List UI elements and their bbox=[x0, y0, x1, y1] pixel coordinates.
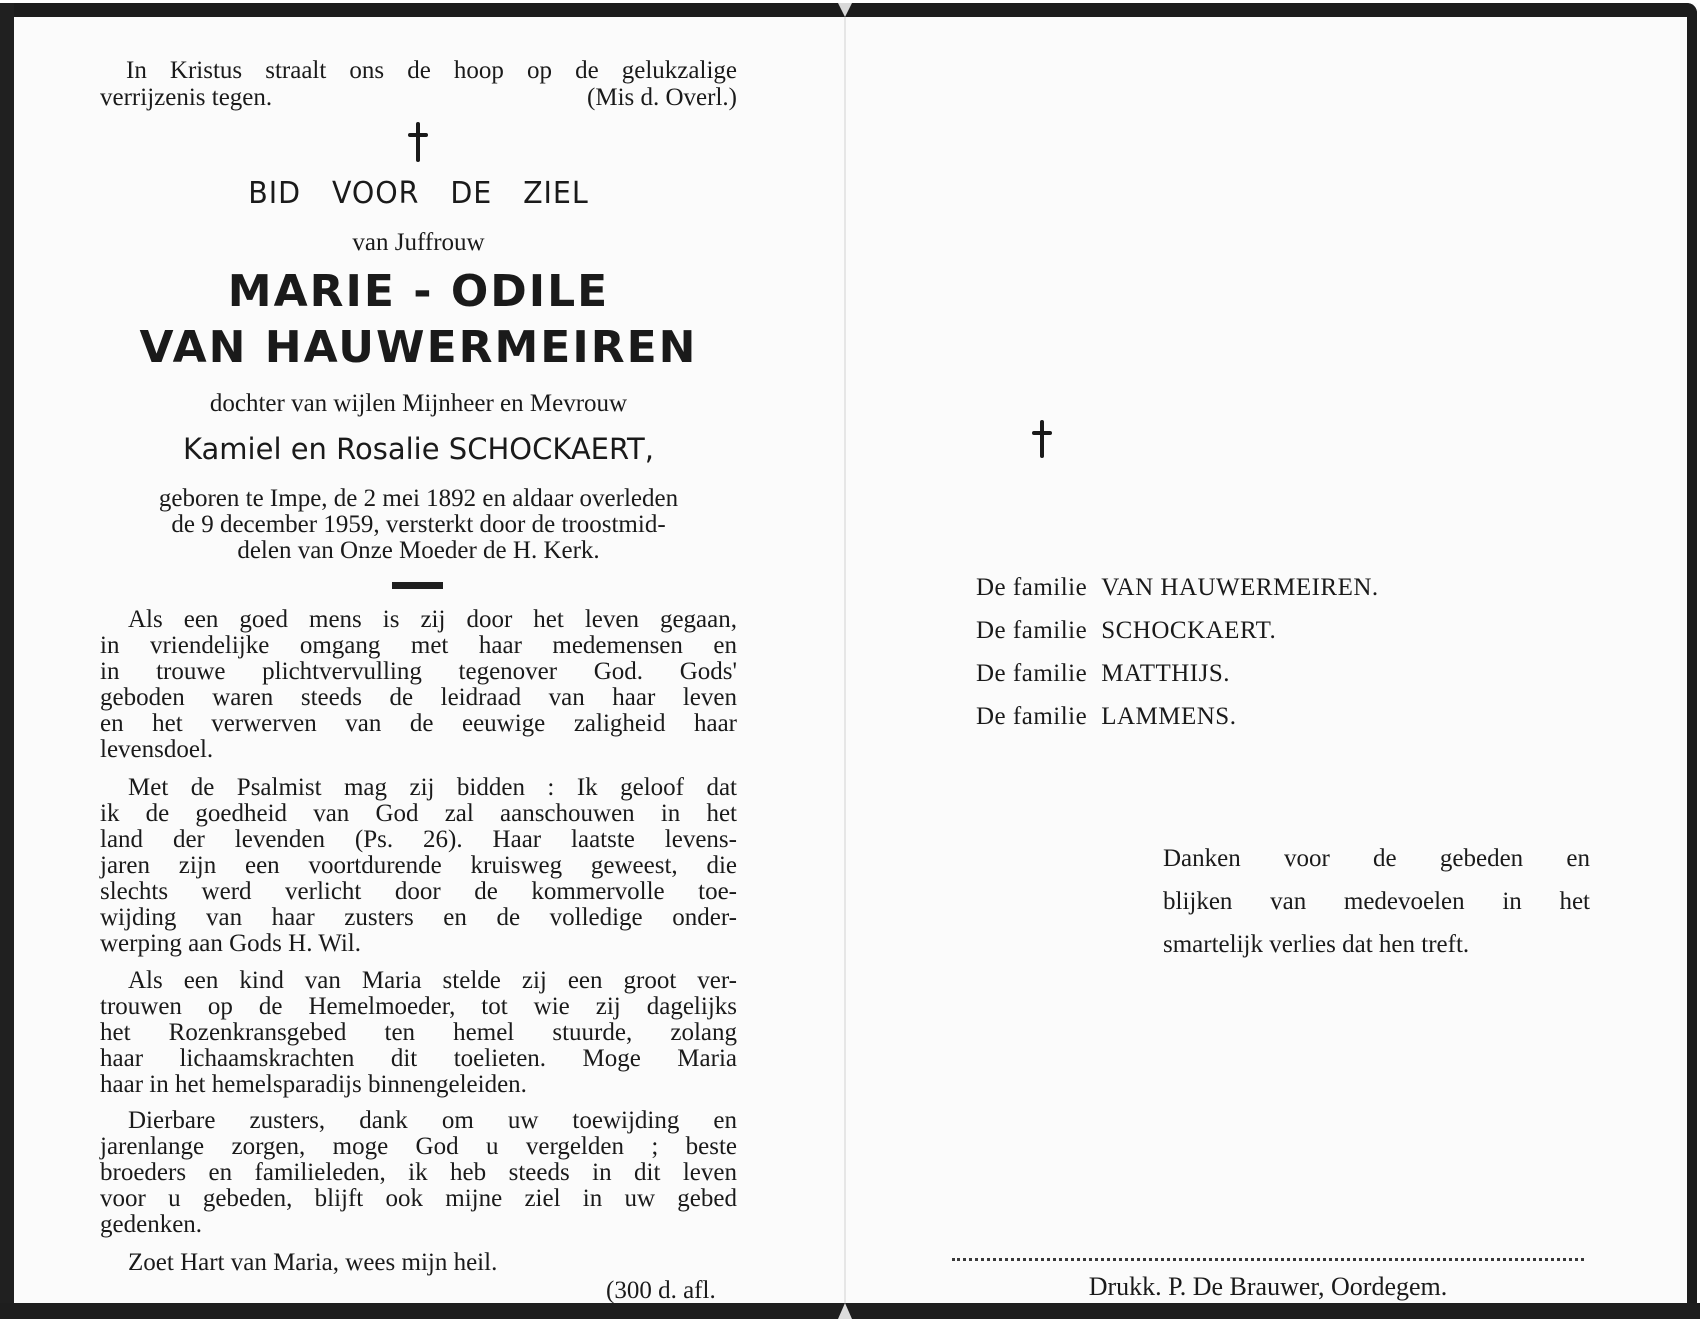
family-prefix: De familie bbox=[976, 617, 1088, 644]
family-line bbox=[976, 704, 1236, 730]
epigraph-line-2 bbox=[100, 84, 737, 111]
thanks-message bbox=[1163, 837, 1590, 966]
text-line: jaren zijn een voortdurende kruisweg geweest, die bbox=[100, 852, 737, 879]
text-line: en het verwerven van de eeuwige zaligheid haar bbox=[100, 710, 737, 737]
title-line: van Juffrouw bbox=[352, 229, 485, 256]
text-line: werping aan Gods H. Wil. bbox=[100, 930, 361, 957]
text-line: Als een kind van Maria stelde zij een groot ver- bbox=[128, 967, 737, 994]
deceased-first-name: MARIE - ODILE bbox=[227, 266, 610, 317]
thanks-line: smartelijk verlies dat hen treft. bbox=[1163, 931, 1470, 958]
text-line: ik de goedheid van God zal aanschouwen in het bbox=[100, 800, 737, 827]
text-line: in trouwe plichtvervulling tegenover God. Gods' bbox=[100, 658, 737, 685]
text-line: jarenlange zorgen, moge God u vergelden ; beste bbox=[100, 1133, 737, 1160]
family-name: SCHOCKAERT. bbox=[1101, 617, 1277, 644]
text-line: geboden waren steeds de leidraad van haar leven bbox=[100, 684, 737, 711]
prayer-heading: BID VOOR DE ZIEL bbox=[248, 176, 589, 211]
thanks-line: blijken van medevoelen in het bbox=[1163, 888, 1590, 915]
epigraph-source: (Mis d. Overl.) bbox=[587, 84, 737, 111]
paragraph-life bbox=[100, 607, 737, 763]
text-line: levensdoel. bbox=[100, 736, 214, 763]
text-line: het Rozenkransgebed ten hemel stuurde, zolang bbox=[100, 1019, 737, 1046]
text-line: in vriendelijke omgang met haar medemensen en bbox=[100, 632, 737, 659]
family-line bbox=[976, 575, 1379, 601]
separator-dash bbox=[392, 582, 443, 589]
family-line bbox=[976, 661, 1230, 687]
epigraph-line-1: In Kristus straalt ons de hoop op de gelukzalige bbox=[126, 57, 737, 84]
text-line: gedenken. bbox=[100, 1211, 203, 1238]
text-line: haar lichaamskrachten dit toelieten. Moge Maria bbox=[100, 1045, 737, 1072]
card-border-left bbox=[0, 3, 14, 1319]
text-line: trouwen op de Hemelmoeder, tot wie zij dagelijks bbox=[100, 993, 737, 1020]
family-name: LAMMENS. bbox=[1101, 703, 1237, 730]
family-prefix: De familie bbox=[976, 574, 1088, 601]
paragraph-maria bbox=[100, 968, 737, 1098]
closing-prayer: Zoet Hart van Maria, wees mijn heil. bbox=[128, 1249, 498, 1276]
center-fold bbox=[844, 17, 846, 1303]
birth-death-info bbox=[100, 486, 737, 564]
paragraph-psalmist bbox=[100, 775, 737, 957]
text-line: Als een goed mens is zij door het leven gegaan, bbox=[128, 606, 737, 633]
text-line: slechts werd verlicht door de kommervolle toe- bbox=[100, 878, 737, 905]
text-line: voor u gebeden, blijft ook mijne ziel in uw gebed bbox=[100, 1185, 737, 1212]
birth-death-line: delen van Onze Moeder de H. Kerk. bbox=[237, 537, 600, 564]
daughter-of: dochter van wijlen Mijnheer en Mevrouw bbox=[209, 390, 628, 417]
birth-death-line: geboren te Impe, de 2 mei 1892 en aldaar overleden bbox=[158, 485, 679, 512]
printer-credit: Drukk. P. De Brauwer, Oordegem. bbox=[1088, 1272, 1448, 1301]
family-prefix: De familie bbox=[976, 703, 1088, 730]
family-prefix: De familie bbox=[976, 660, 1088, 687]
family-name: VAN HAUWERMEIREN. bbox=[1101, 574, 1379, 601]
family-name: MATTHIJS. bbox=[1101, 660, 1231, 687]
cross-icon bbox=[1032, 420, 1052, 458]
dotted-rule bbox=[952, 1258, 1584, 1261]
thanks-line: Danken voor de gebeden en bbox=[1163, 845, 1590, 872]
epigraph-text-end: verrijzenis tegen. bbox=[100, 84, 273, 111]
text-line: haar in het hemelsparadijs binnengeleiden. bbox=[100, 1071, 527, 1098]
text-line: land der levenden (Ps. 26). Haar laatste levens- bbox=[100, 826, 737, 853]
family-line bbox=[976, 618, 1276, 644]
text-line: wijding van haar zusters en de volledige onder- bbox=[100, 904, 737, 931]
indulgence-note: (300 d. afl. bbox=[606, 1277, 716, 1304]
cross-icon bbox=[408, 122, 428, 162]
text-line: Met de Psalmist mag zij bidden : Ik geloof dat bbox=[128, 774, 737, 801]
epigraph bbox=[100, 57, 737, 111]
parents-names: Kamiel en Rosalie SCHOCKAERT, bbox=[183, 432, 654, 466]
deceased-last-name: VAN HAUWERMEIREN bbox=[139, 322, 698, 373]
paragraph-farewell bbox=[100, 1108, 737, 1238]
card-border-right bbox=[1687, 3, 1697, 1313]
text-line: Dierbare zusters, dank om uw toewijding en bbox=[128, 1107, 737, 1134]
birth-death-line: de 9 december 1959, versterkt door de troostmid- bbox=[171, 511, 666, 538]
text-line: broeders en familieleden, ik heb steeds in dit leven bbox=[100, 1159, 737, 1186]
